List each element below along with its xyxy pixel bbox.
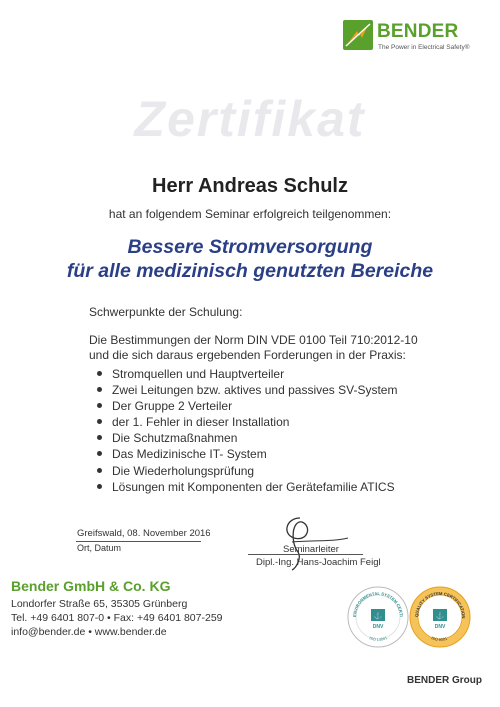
svg-text:⚓: ⚓ — [373, 613, 383, 620]
intro-text: hat an folgendem Seminar erfolgreich teilgenommen: — [108, 207, 392, 221]
topic-list — [95, 366, 397, 495]
topic-item: Stromquellen und Hauptverteiler — [95, 366, 397, 382]
place-date-label: Ort, Datum — [77, 543, 122, 553]
seal-iso: ISO 14001 — [368, 635, 388, 643]
quality-certification-seal-icon — [408, 585, 472, 649]
place-date-value: Greifswald, 08. November 2016 — [77, 528, 211, 539]
company-address: Londorfer Straße 65, 35305 Grünberg — [11, 598, 188, 610]
topic-item: Die Schutzmaßnahmen — [95, 430, 397, 446]
recipient-name: Herr Andreas Schulz — [152, 175, 348, 197]
place-date-line — [76, 541, 201, 542]
signer-role: Seminarleiter — [283, 544, 339, 555]
logo-name: BENDER — [377, 21, 459, 42]
topic-item: Der Gruppe 2 Verteiler — [95, 398, 397, 414]
bender-logo-icon — [343, 20, 373, 50]
company-phone: Tel. +49 6401 807-0 • Fax: +49 6401 807-259 — [11, 612, 223, 624]
company-web: info@bender.de • www.bender.de — [11, 626, 167, 638]
focus-heading: Schwerpunkte der Schulung: — [89, 305, 243, 319]
topic-item: Das Medizinische IT- System — [95, 446, 397, 462]
topic-item: Zwei Leitungen bzw. aktives und passives SV-System — [95, 382, 397, 398]
group-label: BENDER Group — [407, 675, 482, 686]
norm-description: Die Bestimmungen der Norm DIN VDE 0100 Teil 710:2012-10 und die sich daraus ergebenden Forderungen in der Praxis: — [89, 333, 418, 362]
seal-text: ENVIRONMENTAL SYSTEM CERTI — [351, 590, 405, 618]
company-name: Bender GmbH & Co. KG — [11, 578, 171, 594]
bender-logo — [343, 20, 493, 60]
signature-line — [248, 554, 363, 555]
logo-tagline: The Power in Electrical Safety® — [378, 44, 470, 51]
signer-name: Dipl.-Ing. Hans-Joachim Feigl — [256, 557, 381, 568]
course-title-line-1: Bessere Stromversorgung — [127, 236, 373, 258]
topic-item: Die Wiederholungsprüfung — [95, 463, 397, 479]
svg-text:⚓: ⚓ — [435, 613, 445, 620]
certificate-title: Zertifikat — [134, 91, 366, 147]
topic-item: der 1. Fehler in dieser Installation — [95, 414, 397, 430]
seal-iso: ISO 9001 — [430, 635, 448, 643]
seal-text: QUALITY SYSTEM CERTIFICATION — [413, 590, 467, 619]
course-title-line-2: für alle medizinisch genutzten Bereiche — [66, 260, 434, 282]
seal-mark: DNV — [372, 624, 384, 630]
environmental-certification-seal-icon — [346, 585, 410, 649]
topic-item: Lösungen mit Komponenten der Gerätefamilie ATICS — [95, 479, 397, 495]
seal-mark: DNV — [434, 624, 446, 630]
